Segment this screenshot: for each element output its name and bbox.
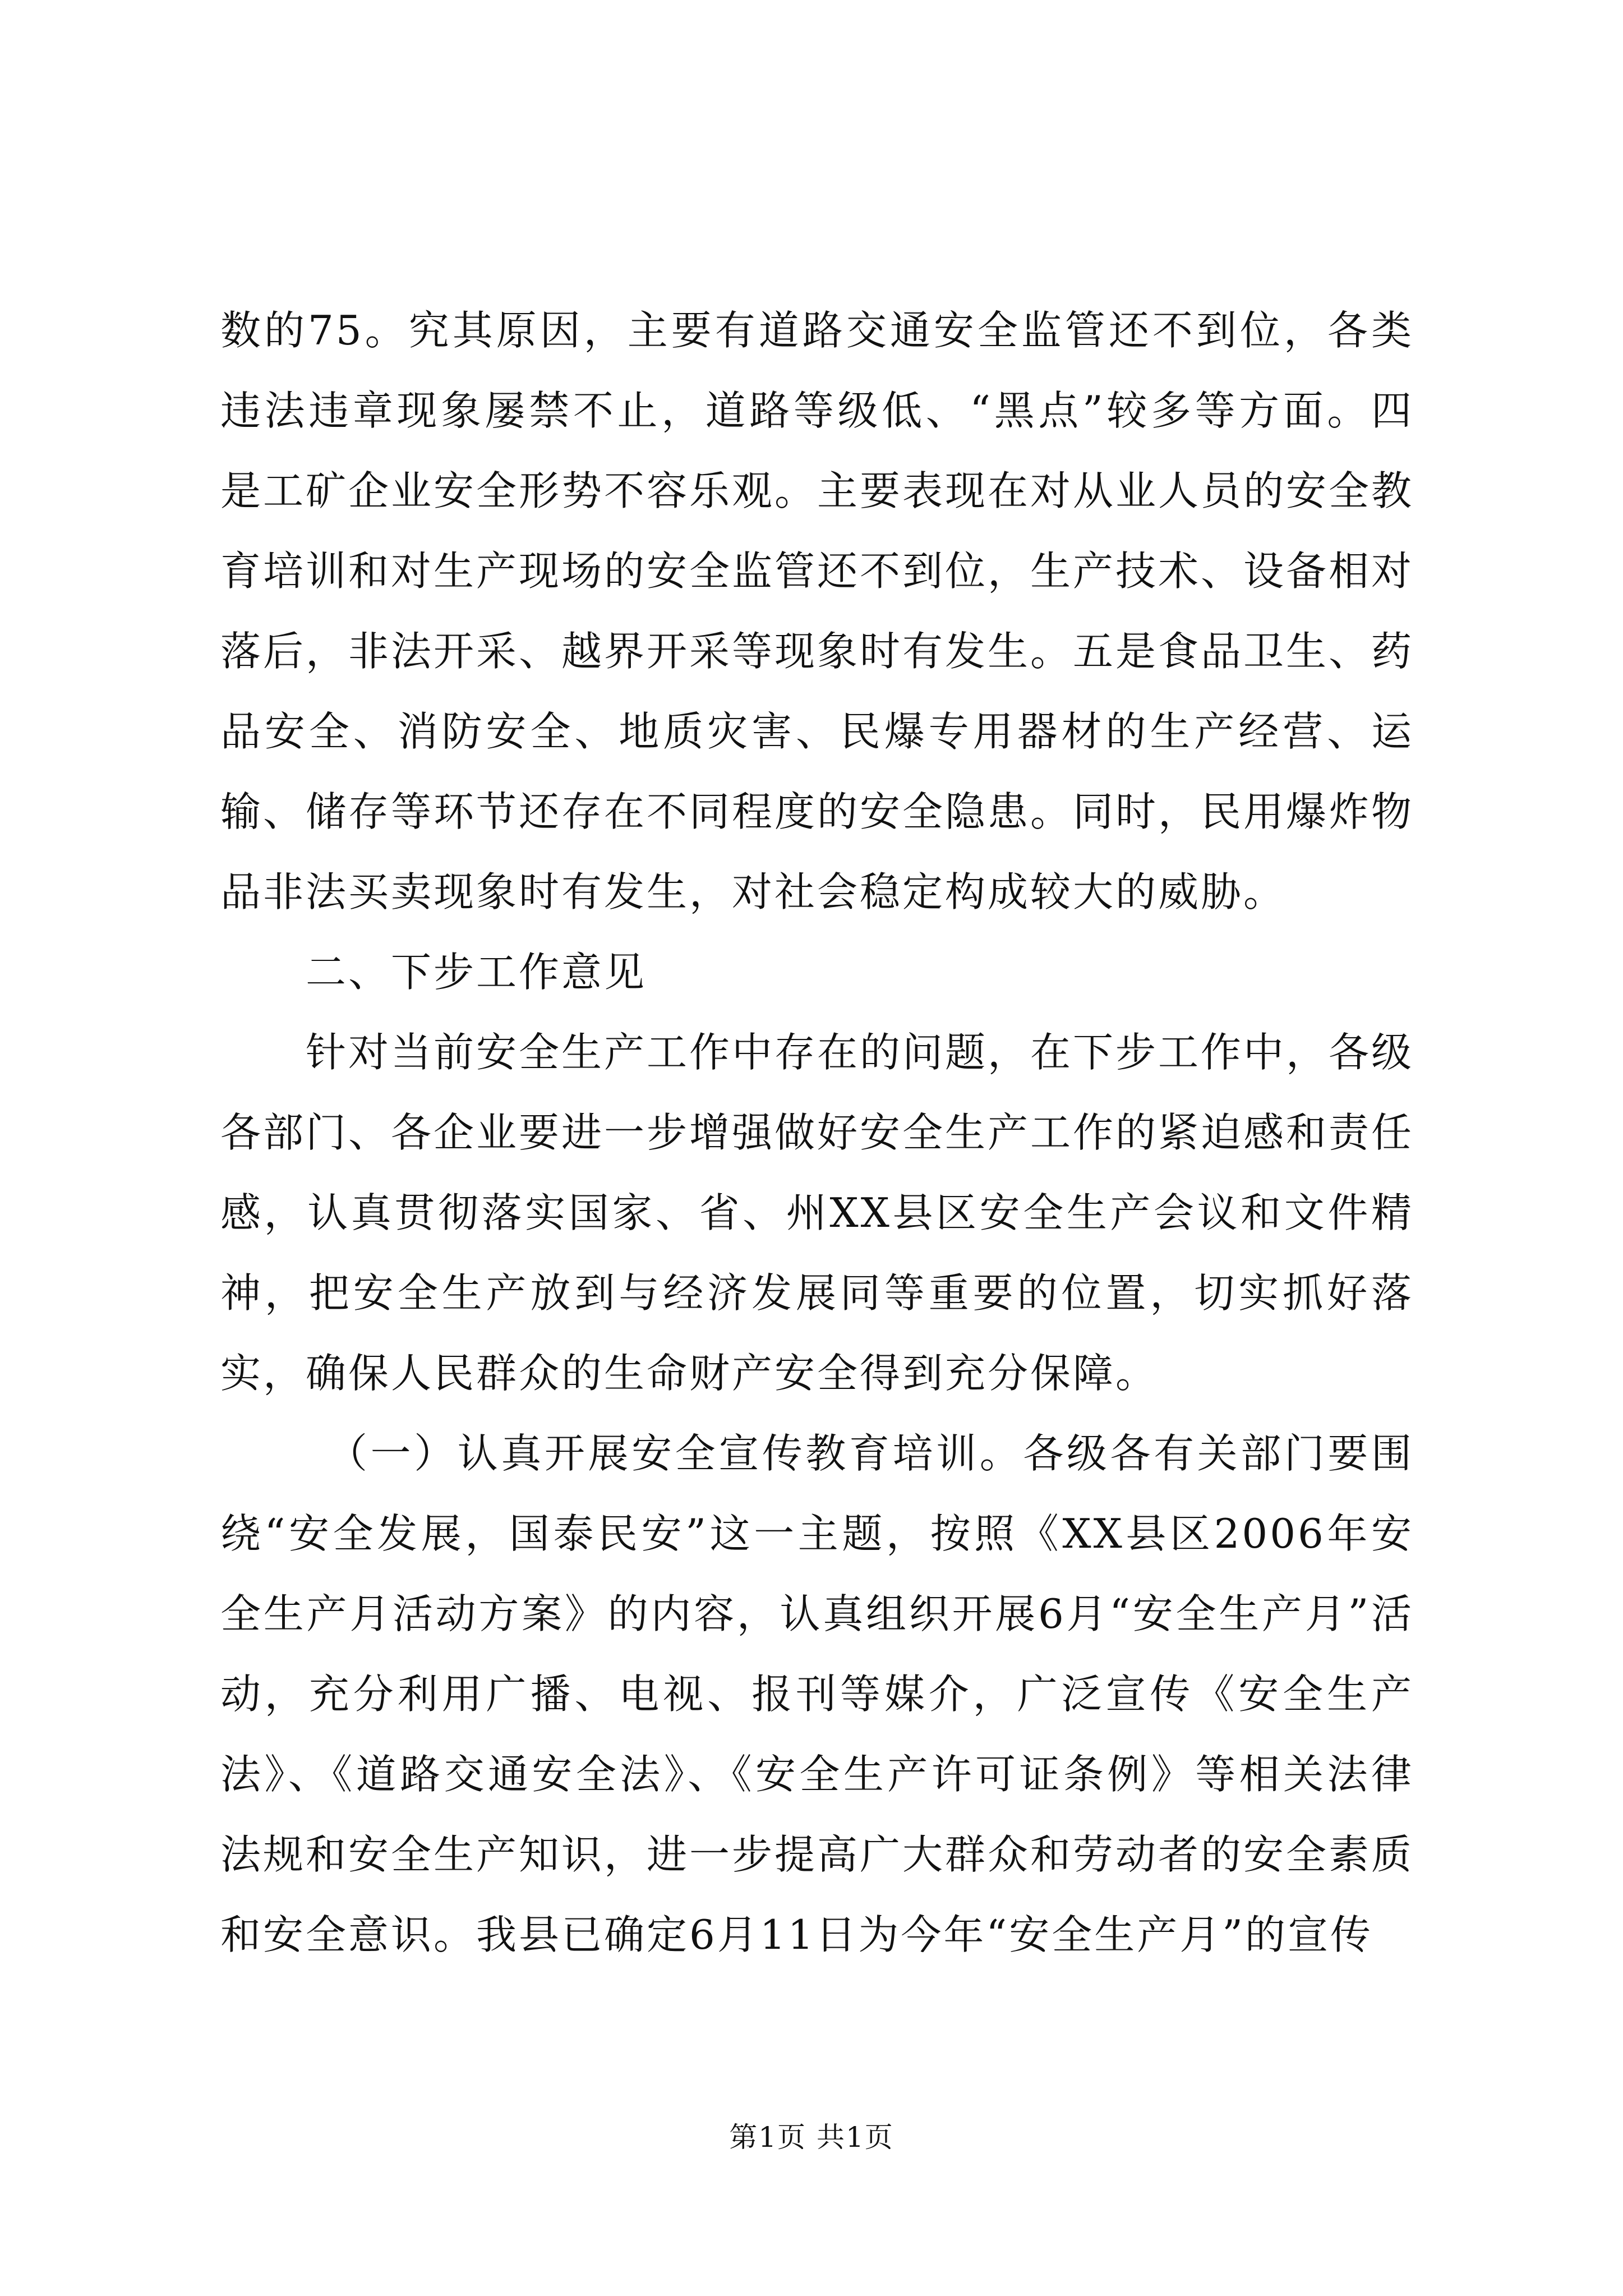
page-footer: 第1页 共1页 bbox=[729, 2121, 894, 2154]
paragraph-intro: 针对当前安全生产工作中存在的问题，在下步工作中，各级各部门、各企业要进一步增强做好安全生产工作的紧迫感和责任感，认真贯彻落实国家、省、州XX县区安全生产会议和文件精神，把安全生产放到与经济发展同等重要的位置，切实抓好落实，确保人民群众的生命财产安全得到充分保障。 bbox=[220, 1029, 1414, 1397]
document-body bbox=[220, 291, 1414, 1975]
paragraph-continuation: 数的75。究其原因，主要有道路交通安全监管还不到位，各类违法违章现象屡禁不止，道路等级低、“黑点”较多等方面。四是工矿企业安全形势不容乐观。主要表现在对从业人员的安全教育培训和对生产现场的安全监管还不到位，生产技术、设备相对落后，非法开采、越界开采等现象时有发生。五是食品卫生、药品安全、消防安全、地质灾害、民爆专用器材的生产经营、运输、储存等环节还存在不同程度的安全隐患。同时，民用爆炸物品非法买卖现象时有发生，对社会稳定构成较大的威胁。 bbox=[220, 307, 1414, 915]
paragraph-item-1: （一）认真开展安全宣传教育培训。各级各有关部门要围绕“安全发展，国泰民安”这一主题，按照《XX县区2006年安全生产月活动方案》的内容，认真组织开展6月“安全生产月”活动，充分利用广播、电视、报刊等媒介，广泛宣传《安全生产法》、《道路交通安全法》、《安全生产许可证条例》等相关法律法规和安全生产知识，进一步提高广大群众和劳动者的安全素质和安全意识。我县已确定6月11日为今年“安全生产月”的宣传 bbox=[220, 1430, 1414, 1958]
section-heading: 二、下步工作意见 bbox=[306, 949, 647, 996]
